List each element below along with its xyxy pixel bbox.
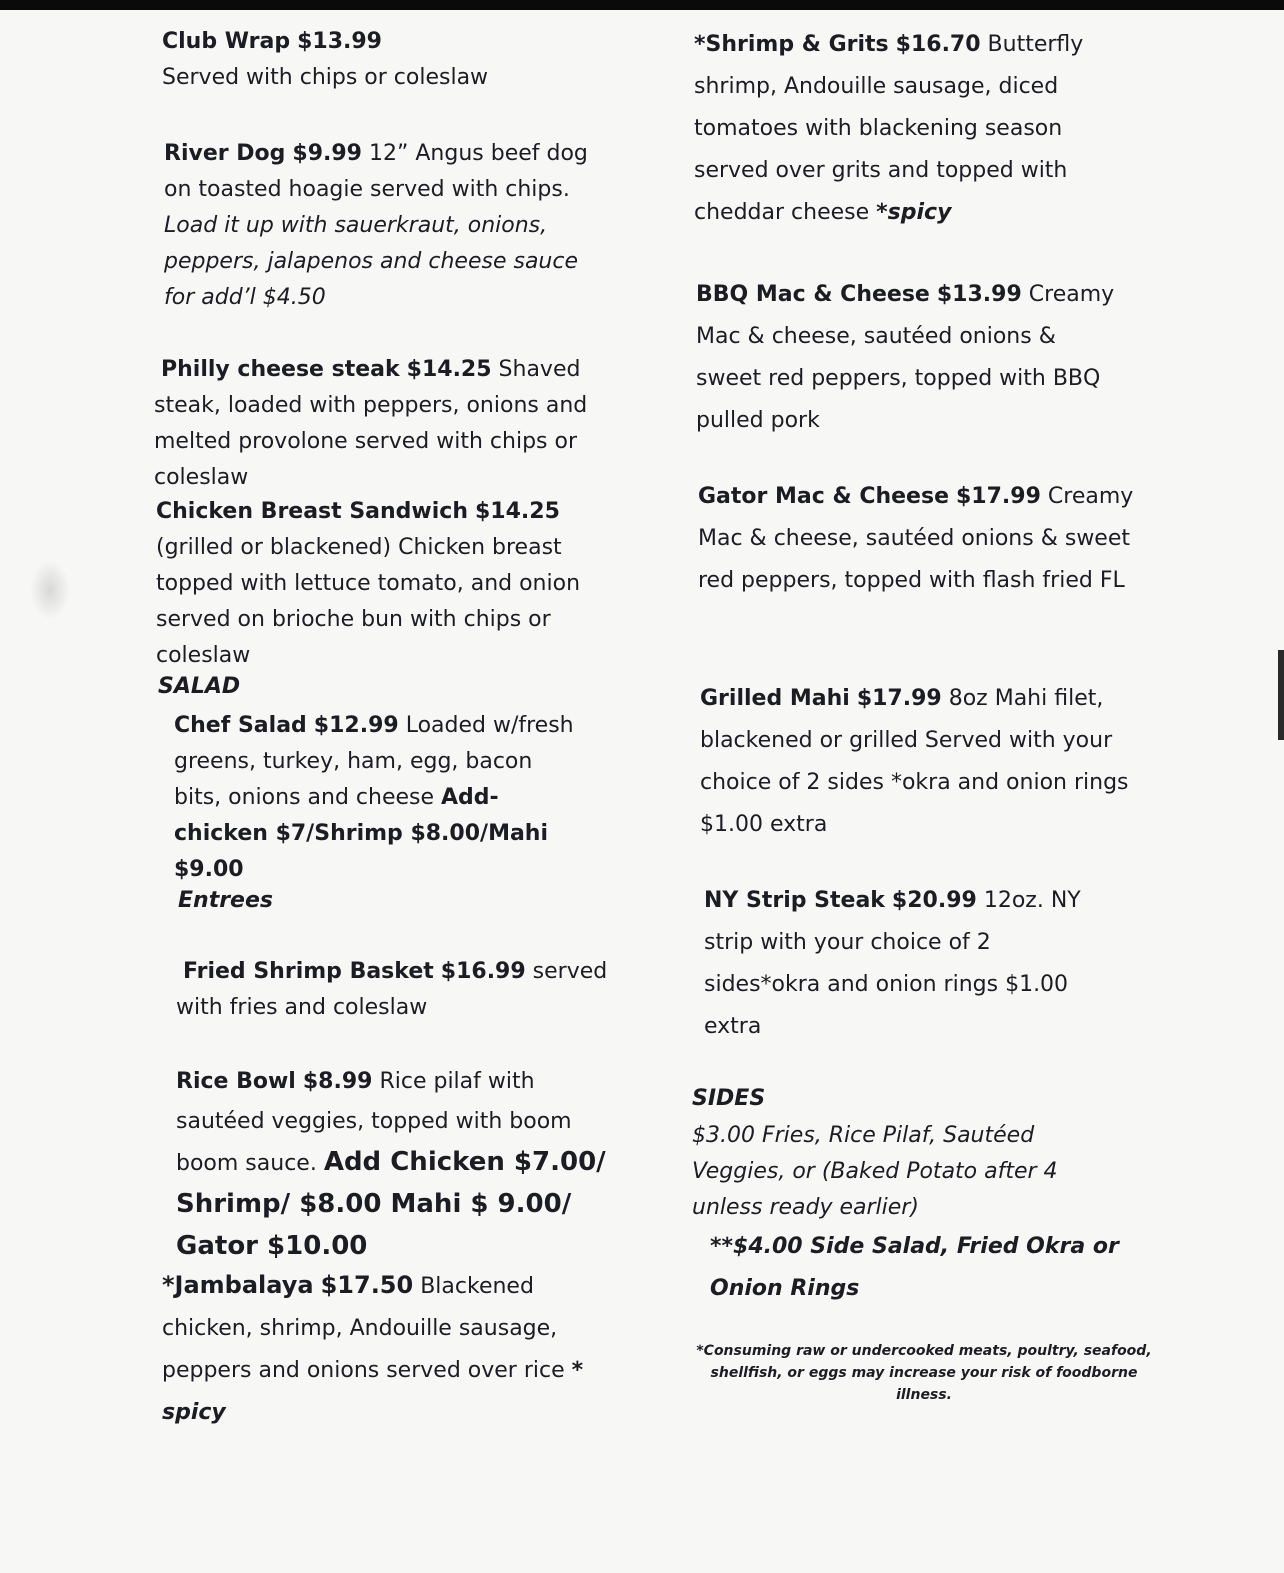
item-price: $9.99 [292, 141, 362, 166]
item-name: Chef Salad [174, 713, 307, 738]
menu-item-rice-bowl [176, 1062, 626, 1268]
item-desc: Butterfly shrimp, Andouille sausage, diced tomatoes with blackening season served over grits and topped with cheddar cheese [694, 32, 1084, 225]
menu-item-river-dog [164, 136, 614, 316]
spicy-tag: *spicy [876, 200, 952, 225]
menu-item-grilled-mahi [700, 678, 1140, 846]
item-price: $14.25 [475, 499, 560, 524]
item-extra: Load it up with sauerkraut, onions, peppers, jalapenos and cheese sauce for add’l $4.50 [164, 213, 579, 310]
item-desc: Loaded w/fresh greens, turkey, ham, egg, bacon bits, onions and cheese [174, 713, 574, 810]
item-price: $20.99 [891, 888, 977, 913]
item-desc: Rice pilaf with sautéed veggies, topped with boom boom sauce. [176, 1069, 572, 1176]
paper-smudge [30, 560, 70, 620]
item-name: BBQ Mac & Cheese [696, 282, 930, 307]
menu-item-chef-salad [174, 708, 574, 888]
item-desc: served with fries and coleslaw [176, 959, 608, 1020]
item-name: Club Wrap [162, 29, 291, 54]
menu-item-bbq-mac [696, 274, 1126, 442]
item-desc: 12” Angus beef dog on toasted hoagie served with chips. [164, 141, 588, 202]
item-price: $17.99 [856, 686, 942, 711]
item-addons: Add-chicken $7/Shrimp $8.00/Mahi $9.00 [174, 785, 549, 882]
heading-salad: SALAD [158, 674, 241, 699]
item-name: *Jambalaya [162, 1271, 314, 1299]
item-price: $12.99 [313, 713, 399, 738]
item-name: River Dog [164, 141, 286, 166]
top-border [0, 0, 1284, 10]
item-name: Chicken Breast Sandwich [156, 499, 468, 524]
item-desc: Creamy Mac & cheese, sautéed onions & sweet red peppers, topped with flash fried FL [698, 484, 1134, 593]
item-price: $13.99 [297, 29, 382, 54]
menu-item-ny-strip [704, 880, 1104, 1048]
food-safety-disclaimer: *Consuming raw or undercooked meats, poultry, seafood, shellfish, or eggs may increase your risk of foodborne illness. [696, 1343, 1152, 1403]
menu-item-chicken-sandwich [156, 494, 616, 674]
item-price: $14.25 [406, 357, 492, 382]
spicy-tag: * spicy [162, 1358, 584, 1425]
item-price: $13.99 [936, 282, 1022, 307]
item-price: $16.70 [895, 32, 981, 57]
item-name: Rice Bowl [176, 1069, 296, 1094]
menu-item-shrimp-grits [694, 24, 1114, 234]
item-desc: 12oz. NY strip with your choice of 2 sides*okra and onion rings $1.00 extra [704, 888, 1081, 1039]
item-name: NY Strip Steak [704, 888, 885, 913]
item-desc: (grilled or blackened) Chicken breast topped with lettuce tomato, and onion served on brioche bun with chips or coleslaw [156, 535, 581, 668]
item-price: $16.99 [440, 959, 526, 984]
sides-standard: $3.00 Fries, Rice Pilaf, Sautéed Veggies, or (Baked Potato after 4 unless ready earlier) [692, 1123, 1058, 1220]
item-name: Grilled Mahi [700, 686, 850, 711]
heading-sides: SIDES [692, 1086, 766, 1111]
item-desc: Served with chips or coleslaw [162, 65, 489, 90]
item-name: *Shrimp & Grits [694, 32, 889, 57]
item-desc: Shaved steak, loaded with peppers, onions and melted provolone served with chips or coleslaw [154, 357, 588, 490]
item-desc: 8oz Mahi filet, blackened or grilled Served with your choice of 2 sides *okra and onion rings $1.00 extra [700, 686, 1129, 837]
item-price: $17.50 [320, 1271, 414, 1299]
item-name: Gator Mac & Cheese [698, 484, 949, 509]
menu-item-club-wrap [162, 24, 622, 96]
item-desc: Blackened chicken, shrimp, Andouille sausage, peppers and onions served over rice [162, 1274, 565, 1383]
page-edge-mark [1278, 650, 1284, 740]
menu-item-fried-shrimp [176, 954, 616, 1026]
menu-item-jambalaya [162, 1264, 612, 1434]
sides-premium: **$4.00 Side Salad, Fried Okra or Onion Rings [710, 1234, 1119, 1301]
heading-entrees: Entrees [178, 888, 273, 913]
menu-item-gator-mac [698, 476, 1138, 602]
item-name: Philly cheese steak [161, 357, 400, 382]
menu-item-philly [154, 352, 614, 496]
item-desc: Creamy Mac & cheese, sautéed onions & sweet red peppers, topped with BBQ pulled pork [696, 282, 1115, 433]
item-addons: Add Chicken $7.00/ Shrimp/ $8.00 Mahi $ 9.00/ Gator $10.00 [176, 1147, 606, 1261]
item-name: Fried Shrimp Basket [183, 959, 434, 984]
item-price: $17.99 [956, 484, 1041, 509]
item-price: $8.99 [302, 1069, 373, 1094]
